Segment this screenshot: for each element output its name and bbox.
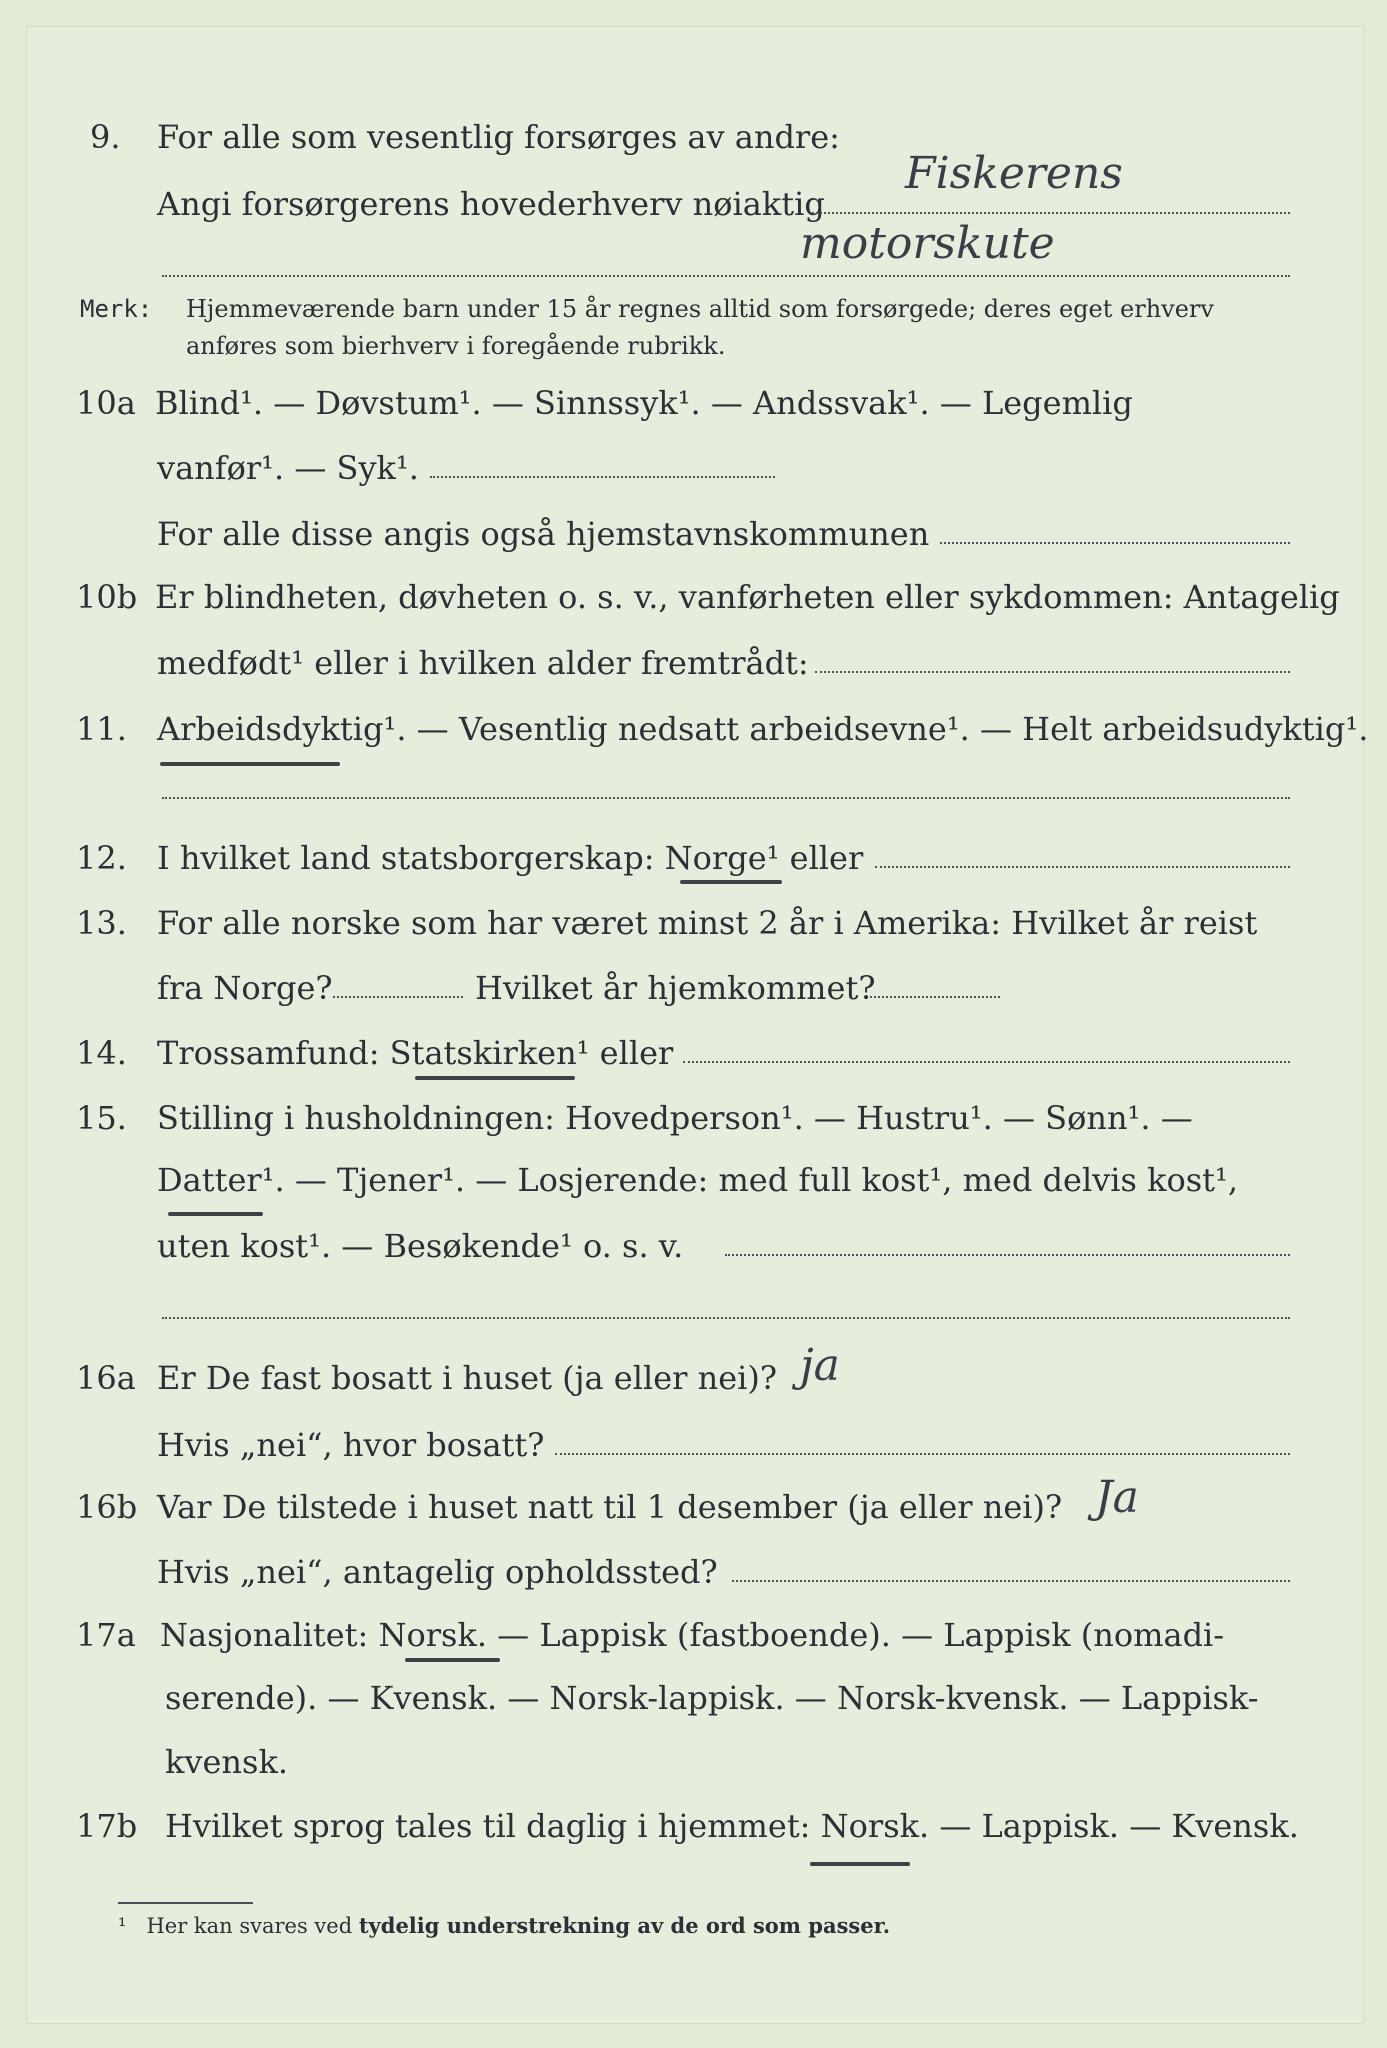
answer-line <box>815 671 1290 673</box>
footnote <box>118 1912 890 1940</box>
handwritten-underline <box>405 1658 500 1662</box>
question-text: Hvilket sprog tales til daglig i hjemmet: Norsk. — Lappisk. — Kvensk. <box>165 1807 1299 1845</box>
question-text: For alle som vesentlig forsørges av andre: <box>157 118 840 156</box>
answer-line <box>940 542 1290 544</box>
answer-line <box>875 866 1290 868</box>
question-text: uten kost¹. — Besøkende¹ o. s. v. <box>157 1227 684 1265</box>
answer-line <box>162 1317 1290 1319</box>
answer-line <box>812 212 1290 214</box>
answer-line <box>430 476 775 478</box>
question-number: 17b <box>76 1807 138 1845</box>
question-number: 17a <box>76 1616 136 1654</box>
note-text: Hjemmeværende barn under 15 år regnes alltid som forsørgede; deres eget erhverv <box>186 295 1214 323</box>
note-label: Merk: <box>80 295 153 323</box>
question-number: 9. <box>90 118 121 156</box>
question-text: Trossamfund: Statskirken¹ eller <box>157 1034 674 1072</box>
question-text: fra Norge? <box>157 969 333 1007</box>
question-number: 10a <box>76 384 136 422</box>
handwritten-answer: ja <box>800 1340 840 1391</box>
question-text: Arbeidsdyktig¹. — Vesentlig nedsatt arbeidsevne¹. — Helt arbeidsudyktig¹. <box>157 710 1369 748</box>
handwritten-underline <box>168 1212 263 1216</box>
footnote-mark: ¹ <box>118 1914 127 1938</box>
note-text: anføres som bierhverv i foregående rubrikk. <box>186 332 726 360</box>
handwritten-answer: Ja <box>1095 1472 1139 1523</box>
question-text: Stilling i husholdningen: Hovedperson¹. — Hustru¹. — Sønn¹. — <box>157 1099 1193 1137</box>
answer-line <box>333 996 463 998</box>
question-number: 14. <box>76 1034 127 1072</box>
question-text: kvensk. <box>165 1743 288 1781</box>
question-text: vanfør¹. — Syk¹. <box>157 449 419 487</box>
answer-line <box>555 1453 1290 1455</box>
handwritten-answer: Fiskerens <box>905 148 1123 199</box>
question-text: Datter¹. — Tjener¹. — Losjerende: med full kost¹, med delvis kost¹, <box>157 1161 1239 1199</box>
question-text: Er blindheten, døvheten o. s. v., vanførheten eller sykdommen: Antagelig <box>155 578 1340 616</box>
footnote-bold-text: tydelig understrekning av de ord som passer. <box>358 1913 891 1938</box>
answer-line <box>162 275 1290 277</box>
question-number: 12. <box>76 839 127 877</box>
question-text: Blind¹. — Døvstum¹. — Sinnssyk¹. — Andssvak¹. — Legemlig <box>155 384 1133 422</box>
question-text: Er De fast bosatt i huset (ja eller nei)? <box>157 1359 778 1397</box>
answer-line <box>725 1254 1290 1256</box>
footnote-text: Her kan svares ved <box>146 1914 353 1938</box>
question-text: For alle disse angis også hjemstavnskommunen <box>157 515 930 553</box>
answer-line <box>870 996 1000 998</box>
question-text: Hvilket år hjemkommet? <box>475 969 876 1007</box>
question-number: 16b <box>76 1488 138 1526</box>
question-text: Hvis „nei“, hvor bosatt? <box>157 1426 545 1464</box>
handwritten-underline <box>680 880 782 884</box>
question-text: For alle norske som har været minst 2 år i Amerika: Hvilket år reist <box>157 904 1258 942</box>
question-text: medfødt¹ eller i hvilken alder fremtrådt: <box>157 644 809 682</box>
question-number: 13. <box>76 904 127 942</box>
question-number: 16a <box>76 1359 136 1397</box>
answer-line <box>683 1061 1290 1063</box>
handwritten-underline <box>160 762 340 766</box>
answer-line <box>732 1580 1290 1582</box>
census-form-page <box>26 26 1364 2024</box>
handwritten-underline <box>810 1862 910 1866</box>
question-text: I hvilket land statsborgerskap: Norge¹ eller <box>157 839 864 877</box>
question-text: serende). — Kvensk. — Norsk-lappisk. — Norsk-kvensk. — Lappisk- <box>165 1679 1259 1717</box>
question-text: Angi forsørgerens hovederhverv nøiaktig <box>157 185 825 223</box>
footnote-rule <box>118 1902 253 1904</box>
question-number: 11. <box>76 710 127 748</box>
answer-line <box>162 797 1290 799</box>
question-text: Var De tilstede i huset natt til 1 desember (ja eller nei)? <box>157 1488 1063 1526</box>
question-text: Hvis „nei“, antagelig opholdssted? <box>157 1553 718 1591</box>
handwritten-underline <box>415 1076 575 1080</box>
question-text: Nasjonalitet: Norsk. — Lappisk (fastboende). — Lappisk (nomadi- <box>160 1616 1225 1654</box>
question-number: 10b <box>76 578 138 616</box>
handwritten-answer: motorskute <box>800 218 1055 269</box>
question-number: 15. <box>76 1099 127 1137</box>
